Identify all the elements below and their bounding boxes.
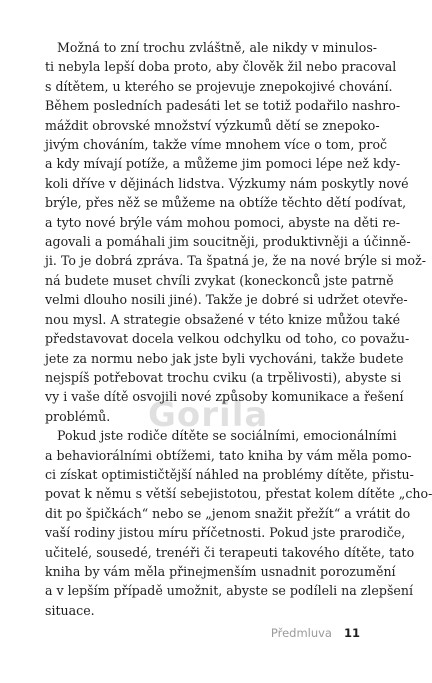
text-line: Možná to zní trochu zvláštně, ale nikdy v minulos- (57, 40, 378, 55)
text-line: vaší rodiny jistou míru příčetnosti. Pokud jste prarodiče, (45, 525, 406, 541)
text-line: kniha by vám měla přinejmenším usnadnit porozumění (45, 563, 396, 579)
text-line: a tyto nové brýle vám mohou pomoci, abyste na děti re- (45, 214, 401, 230)
page-number: 11 (343, 626, 360, 640)
running-head: Předmluva (270, 626, 332, 640)
paragraph-1 (45, 38, 426, 426)
text-line: Během posledních padesáti let se totiž podařilo nashro- (45, 98, 401, 114)
text-line: představovat docela velkou odchylku od toho, co považu- (45, 331, 410, 347)
text-line: a v lepším případě umožnit, abyste se podíleli na zlepšení (45, 583, 413, 599)
text-line: agovali a pomáhali jim soucitněji, produktivněji a účinně- (45, 234, 411, 250)
text-line: situace. (45, 602, 95, 618)
text-line: nejspíš potřebovat trochu cviku (a trpělivosti), abyste si (45, 369, 402, 385)
text-line: povat k němu s větší sebejistotou, přestat kolem dítěte „cho- (45, 486, 432, 502)
text-line: problémů. (45, 408, 111, 424)
paragraph-2 (45, 426, 432, 620)
text-line: ji. To je dobrá zpráva. Ta špatná je, že na nové brýle si mož- (45, 253, 426, 269)
text-line: učitelé, sousedé, trenéři či terapeuti takového dítěte, tato (45, 544, 415, 560)
text-line: velmi dlouho nosili jiné). Takže je dobré si udržet otevře- (45, 292, 408, 308)
text-line: máždit obrovské množství výzkumů dětí se znepoko- (45, 117, 380, 133)
text-line: ná budete muset chvíli zvykat (koneckonců jste patrně (45, 272, 394, 288)
text-line: nou mysl. A strategie obsažené v této knize můžou také (45, 311, 401, 327)
publisher-watermark: Gorila (148, 395, 269, 435)
text-line: vy i vaše dítě osvojili nové způsoby komunikace a řešení (45, 389, 404, 405)
text-line: brýle, přes něž se můžeme na obtíže těchto dětí podívat, (45, 195, 407, 211)
text-line: s dítětem, u kterého se projevuje znepokojivé chování. (45, 78, 393, 94)
body-text (45, 38, 432, 620)
text-line: a behaviorálními obtížemi, tato kniha by vám měla pomo- (45, 447, 412, 463)
text-line: jete za normu nebo jak jste byli vychováni, takže budete (45, 350, 404, 366)
text-line: koli dříve v dějinách lidstva. Výzkumy nám poskytly nové (45, 175, 409, 191)
text-line: jivým chováním, takže víme mnohem více o tom, proč (45, 137, 388, 153)
text-line: ci získat optimističtější náhled na problémy dítěte, přistu- (45, 466, 414, 482)
text-line: dit po špičkách“ nebo se „jenom snažit přežít“ a vrátit do (45, 505, 411, 521)
text-line: a kdy mívají potíže, a můžeme jim pomoci lépe než kdy- (45, 156, 401, 172)
page-footer (271, 626, 360, 640)
text-line: ti nebyla lepší doba proto, aby člověk žil nebo pracoval (45, 59, 397, 75)
text-line: Pokud jste rodiče dítěte se sociálními, emocionálními (57, 428, 397, 444)
